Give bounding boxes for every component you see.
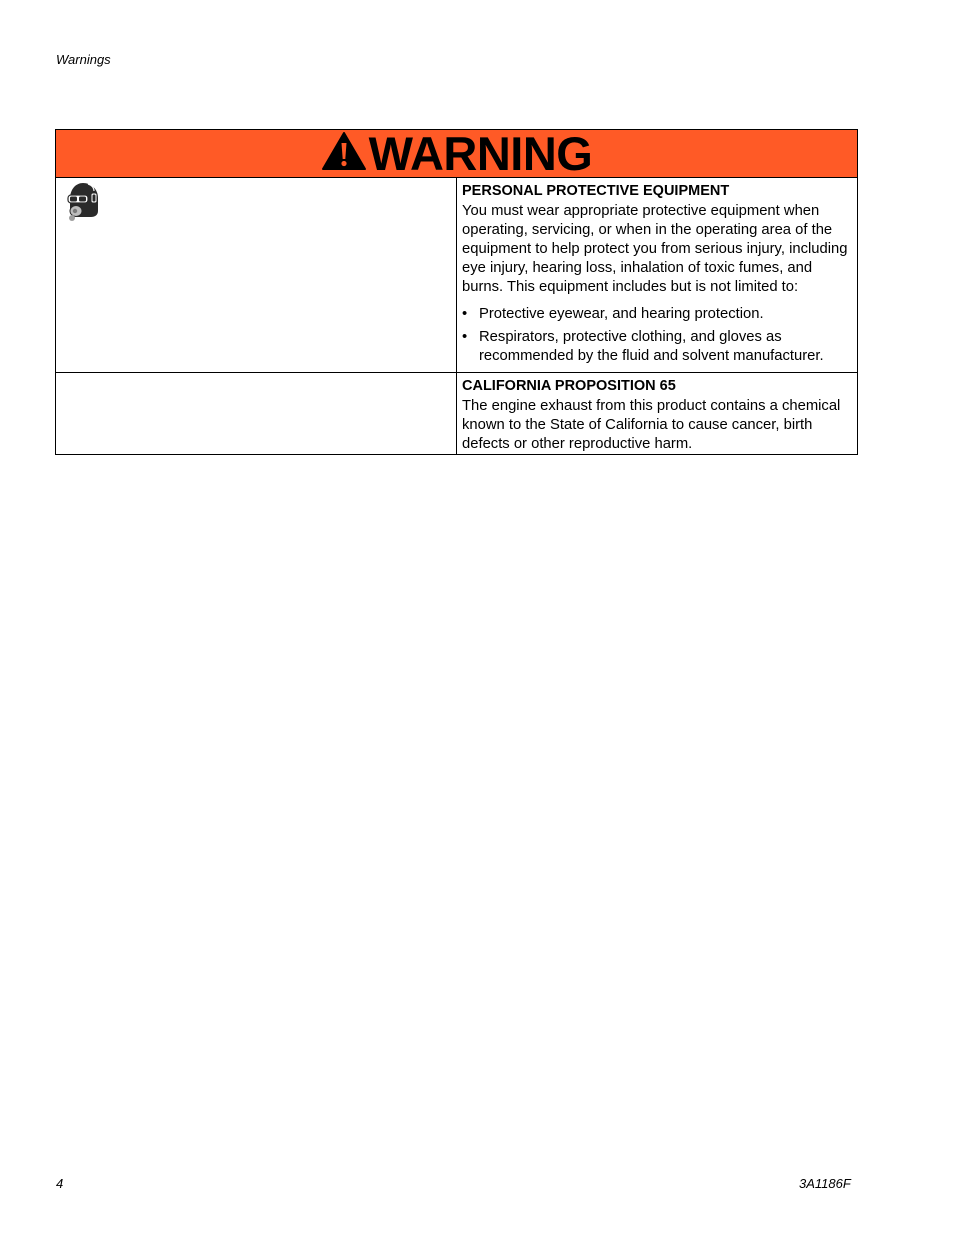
ppe-title: PERSONAL PROTECTIVE EQUIPMENT bbox=[462, 183, 730, 199]
running-header: Warnings bbox=[56, 52, 111, 67]
ppe-text: You must wear appropriate protective equipment when operating, servicing, or when in the operating area of the equipment to help protect you from serious injury, including eye injury, hearing loss, inhalation of toxic fumes, and burns. This equipment includes but is not limited to: bbox=[462, 203, 848, 295]
bullet-text: Respirators, protective clothing, and gloves as recommended by the fluid and solvent manufacturer. bbox=[479, 329, 824, 364]
prop65-title: CALIFORNIA PROPOSITION 65 bbox=[462, 378, 676, 394]
warning-icon-cell-empty bbox=[56, 373, 457, 455]
warning-table bbox=[55, 129, 858, 455]
list-item: • Protective eyewear, and hearing protection. bbox=[462, 306, 764, 322]
personal-protective-equipment-icon bbox=[66, 208, 100, 225]
warning-banner-row bbox=[56, 130, 858, 178]
prop65-text: The engine exhaust from this product contains a chemical known to the State of California to cause cancer, birth defects or other reproductive harm. bbox=[462, 398, 841, 452]
page-number: 4 bbox=[56, 1176, 64, 1191]
list-item: • Respirators, protective clothing, and gloves as recommended by the fluid and solvent manufacturer. bbox=[462, 329, 824, 364]
warning-row-prop65 bbox=[56, 373, 858, 455]
warning-banner bbox=[56, 127, 858, 180]
warning-row-ppe bbox=[56, 178, 858, 373]
warning-text-cell bbox=[457, 373, 858, 455]
document-number: 3A1186F bbox=[799, 1176, 851, 1191]
warning-text-cell bbox=[457, 178, 858, 373]
warning-triangle-icon bbox=[321, 131, 367, 176]
ppe-bullet-list bbox=[462, 305, 851, 372]
warning-icon-cell bbox=[56, 178, 457, 373]
bullet-text: Protective eyewear, and hearing protection. bbox=[479, 306, 764, 322]
warning-banner-title: WARNING bbox=[368, 127, 593, 180]
